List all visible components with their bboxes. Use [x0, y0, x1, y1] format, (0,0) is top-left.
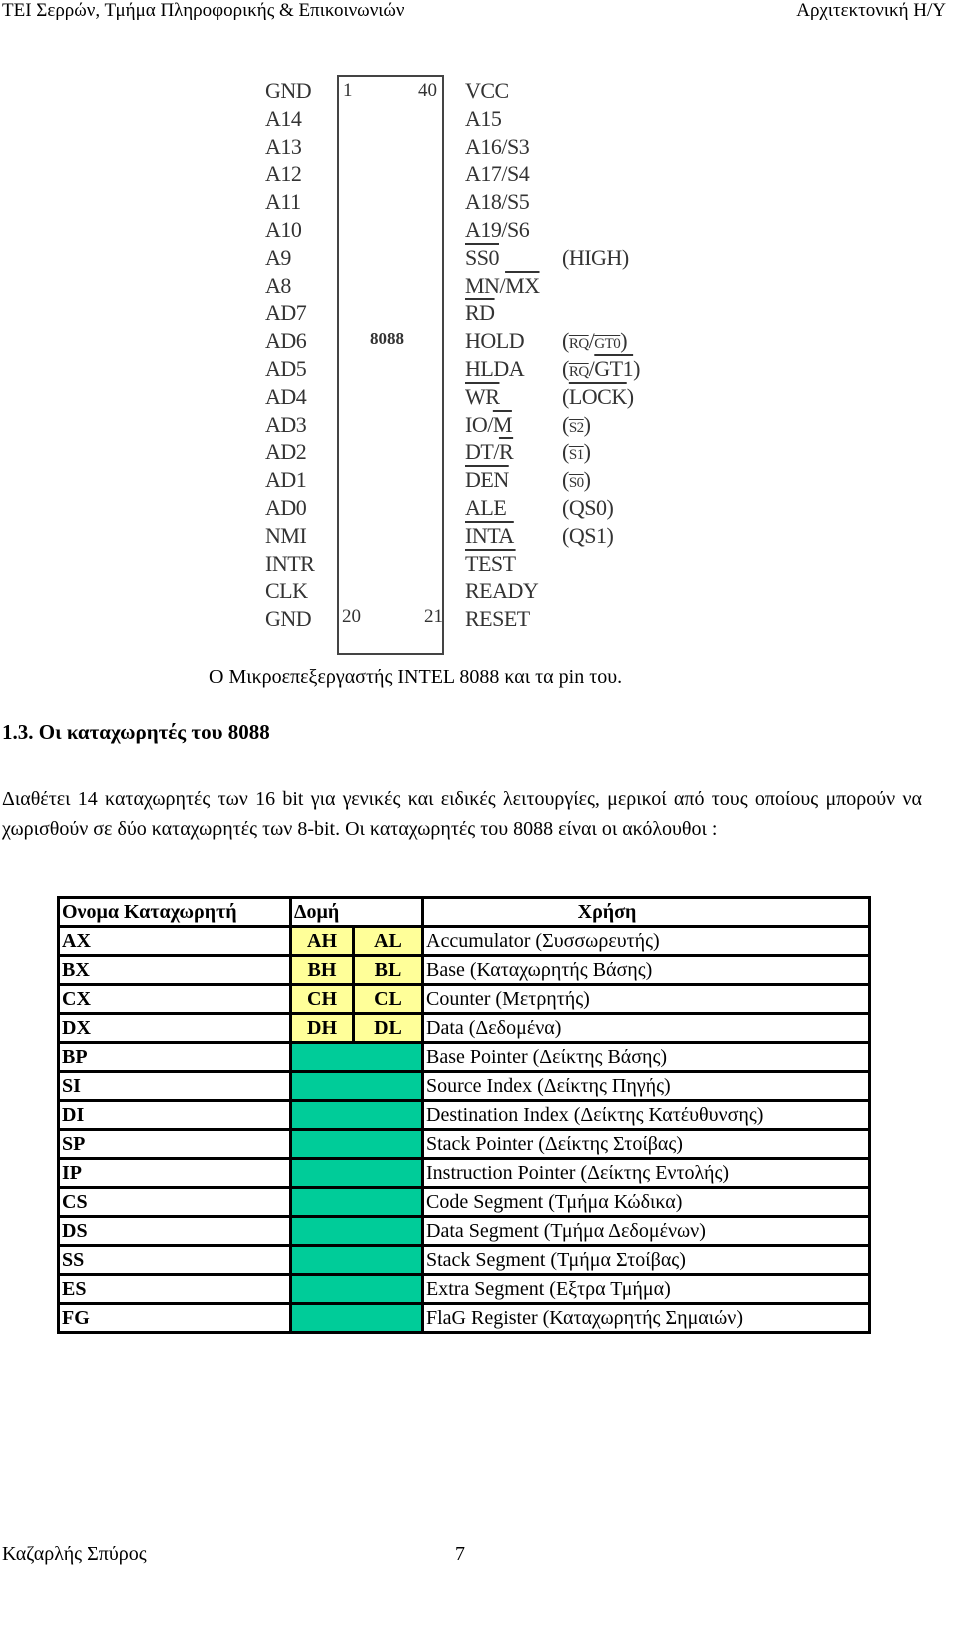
pin-max-mode-label: (QS1): [562, 522, 614, 548]
table-row: [59, 1188, 870, 1217]
register-usage: Destination Index (Δείκτης Κατέυθυνσης): [423, 1101, 870, 1130]
table-row: [59, 956, 870, 985]
pin-max-mode-label: (HIGH): [562, 244, 629, 270]
register-structure-16bit: [291, 1275, 423, 1304]
pin-label-left: GND: [265, 606, 312, 632]
register-name: AX: [59, 927, 291, 956]
register-usage: Stack Pointer (Δείκτης Στοίβας): [423, 1130, 870, 1159]
pin-label-right: $DT/\overline{R}$: [465, 439, 514, 465]
register-name: CX: [59, 985, 291, 1014]
register-usage: Extra Segment (Εξτρα Τμήμα): [423, 1275, 870, 1304]
register-structure-16bit: [291, 1217, 423, 1246]
pin-label-left: AD6: [265, 328, 307, 354]
pin-label-right: $IO/\overline{M}$: [465, 411, 512, 437]
register-usage: Data Segment (Τμήμα Δεδομένων): [423, 1217, 870, 1246]
table-header-row: [59, 898, 870, 927]
pin-label-right: READY: [465, 578, 539, 604]
register-name: SS: [59, 1246, 291, 1275]
register-name: BX: [59, 956, 291, 985]
pin-label-right: HLDA: [465, 356, 525, 381]
pin-label-left: AD4: [265, 383, 307, 409]
table-row: [59, 1130, 870, 1159]
col-header-structure: Δομή: [291, 898, 423, 927]
pin-number: 40: [418, 80, 437, 101]
register-structure-16bit: [291, 1304, 423, 1333]
pin-label-right: RESET: [465, 606, 530, 632]
register-structure-16bit: [291, 1101, 423, 1130]
pin-label-left: AD3: [265, 411, 307, 437]
page-number: 7: [455, 1543, 465, 1565]
register-name: ES: [59, 1275, 291, 1304]
pin-label-left: A14: [265, 105, 302, 131]
pin-label-right: $\overline{WR}$: [465, 383, 500, 409]
register-high-byte: BH: [291, 956, 354, 985]
register-usage: Source Index (Δείκτης Πηγής): [423, 1072, 870, 1101]
pin-label-right: A16/S3: [465, 133, 530, 159]
chip-outline: [337, 75, 444, 655]
pin-label-right: A15: [465, 105, 502, 131]
register-low-byte: DL: [354, 1014, 423, 1043]
section-title: 1.3. Οι καταχωρητές του 8088: [2, 720, 270, 744]
pin-label-left: AD7: [265, 300, 307, 326]
register-structure-16bit: [291, 1159, 423, 1188]
register-low-byte: BL: [354, 956, 423, 985]
register-usage: Data (Δεδομένα): [423, 1014, 870, 1043]
register-name: SP: [59, 1130, 291, 1159]
register-low-byte: AL: [354, 927, 423, 956]
register-name: SI: [59, 1072, 291, 1101]
pin-label-left: AD2: [265, 439, 307, 465]
register-usage: Code Segment (Τμήμα Κώδικα): [423, 1188, 870, 1217]
header-left: ΤΕΙ Σερρών, Τμήμα Πληροφορικής & Επικοινωνιών: [2, 0, 405, 21]
registers-table: [57, 896, 871, 1334]
pin-number: 20: [342, 606, 361, 627]
register-usage: Base Pointer (Δείκτης Βάσης): [423, 1043, 870, 1072]
table-row: [59, 1159, 870, 1188]
pin-label-left: A12: [265, 161, 302, 187]
register-usage: Accumulator (Συσσωρευτής): [423, 927, 870, 956]
pin-label-left: AD5: [265, 356, 307, 381]
register-low-byte: CL: [354, 985, 423, 1014]
pin-label-right: TEST: [465, 550, 516, 576]
pin-max-mode-label: (QS0): [562, 495, 614, 520]
register-name: DS: [59, 1217, 291, 1246]
table-row: [59, 1246, 870, 1275]
chip-name: 8088: [370, 329, 404, 348]
register-usage: Counter (Μετρητής): [423, 985, 870, 1014]
pin-label-right: SS0: [465, 244, 499, 270]
register-high-byte: DH: [291, 1014, 354, 1043]
pin-label-left: AD0: [265, 495, 307, 520]
table-row: [59, 1217, 870, 1246]
pin-label-left: NMI: [265, 522, 307, 548]
register-name: DI: [59, 1101, 291, 1130]
pin-label-left: AD1: [265, 467, 307, 493]
footer-author: Καζαρλής Σπύρος: [2, 1543, 147, 1565]
table-row: [59, 985, 870, 1014]
register-name: BP: [59, 1043, 291, 1072]
pin-max-mode-label: $(\overline{RQ}/GT1)$: [562, 356, 640, 381]
table-row: [59, 1043, 870, 1072]
register-name: IP: [59, 1159, 291, 1188]
col-header-name: Ονομα Καταχωρητή: [59, 898, 291, 927]
table-row: [59, 1101, 870, 1130]
header-right: Αρχιτεκτονική Η/Υ: [796, 0, 946, 21]
paragraph: Διαθέτει 14 καταχωρητές των 16 bit για γενικές και ειδικές λειτουργίες, μερικοί από τους οποίους μπορούν να χωρισθούν σε δύο καταχωρητές των 8-bit. Οι καταχωρητές του 8088 είναι οι ακόλουθοι :: [2, 788, 922, 840]
register-usage: FlaG Register (Καταχωρητής Σημαιών): [423, 1304, 870, 1333]
pin-number: 21: [424, 606, 443, 627]
figure-caption: Ο Μικροεπεξεργαστής INTEL 8088 και τα pin του.: [209, 666, 623, 688]
col-header-usage: Χρήση: [423, 898, 870, 927]
pin-label-right: $\overline{DEN}$: [465, 467, 509, 493]
pin-label-right: $\overline{RD}$: [465, 300, 495, 326]
pin-label-right: VCC: [465, 78, 509, 103]
register-usage: Stack Segment (Τμήμα Στοίβας): [423, 1246, 870, 1275]
pin-max-mode-label: (LOCK): [562, 383, 634, 409]
table-row: [59, 1304, 870, 1333]
register-usage: Base (Καταχωρητής Βάσης): [423, 956, 870, 985]
pin-label-right: $MN/\overline{MX}$: [465, 272, 540, 298]
register-usage: Instruction Pointer (Δείκτης Εντολής): [423, 1159, 870, 1188]
table-row: [59, 1014, 870, 1043]
register-high-byte: AH: [291, 927, 354, 956]
pin-label-right: INTA: [465, 522, 514, 548]
pin-label-right: A19/S6: [465, 217, 530, 242]
table-row: [59, 1275, 870, 1304]
table-row: [59, 1072, 870, 1101]
pin-label-left: A11: [265, 189, 301, 215]
pin-label-left: A13: [265, 133, 302, 159]
register-name: CS: [59, 1188, 291, 1217]
register-name: FG: [59, 1304, 291, 1333]
pin-number: 1: [343, 80, 353, 101]
pin-label-left: A9: [265, 244, 291, 270]
register-structure-16bit: [291, 1246, 423, 1275]
pin-label-left: INTR: [265, 550, 315, 576]
pin-max-mode-label: (S2): [562, 411, 591, 437]
register-structure-16bit: [291, 1130, 423, 1159]
register-high-byte: CH: [291, 985, 354, 1014]
register-structure-16bit: [291, 1188, 423, 1217]
table-row: [59, 927, 870, 956]
pin-max-mode-label: $(\overline{RQ}/GT0)$: [562, 328, 628, 354]
pin-label-right: ALE: [465, 495, 507, 520]
pin-label-right: A17/S4: [465, 161, 530, 187]
pin-label-right: HOLD: [465, 328, 525, 354]
register-structure-16bit: [291, 1072, 423, 1101]
register-structure-16bit: [291, 1043, 423, 1072]
pin-label-left: A8: [265, 272, 291, 298]
pin-label-right: A18/S5: [465, 189, 530, 215]
register-name: DX: [59, 1014, 291, 1043]
pin-label-left: A10: [265, 217, 302, 242]
pin-label-left: CLK: [265, 578, 308, 604]
pin-label-left: GND: [265, 78, 312, 103]
pin-max-mode-label: (S0): [562, 467, 591, 493]
pin-max-mode-label: (S1): [562, 439, 591, 465]
